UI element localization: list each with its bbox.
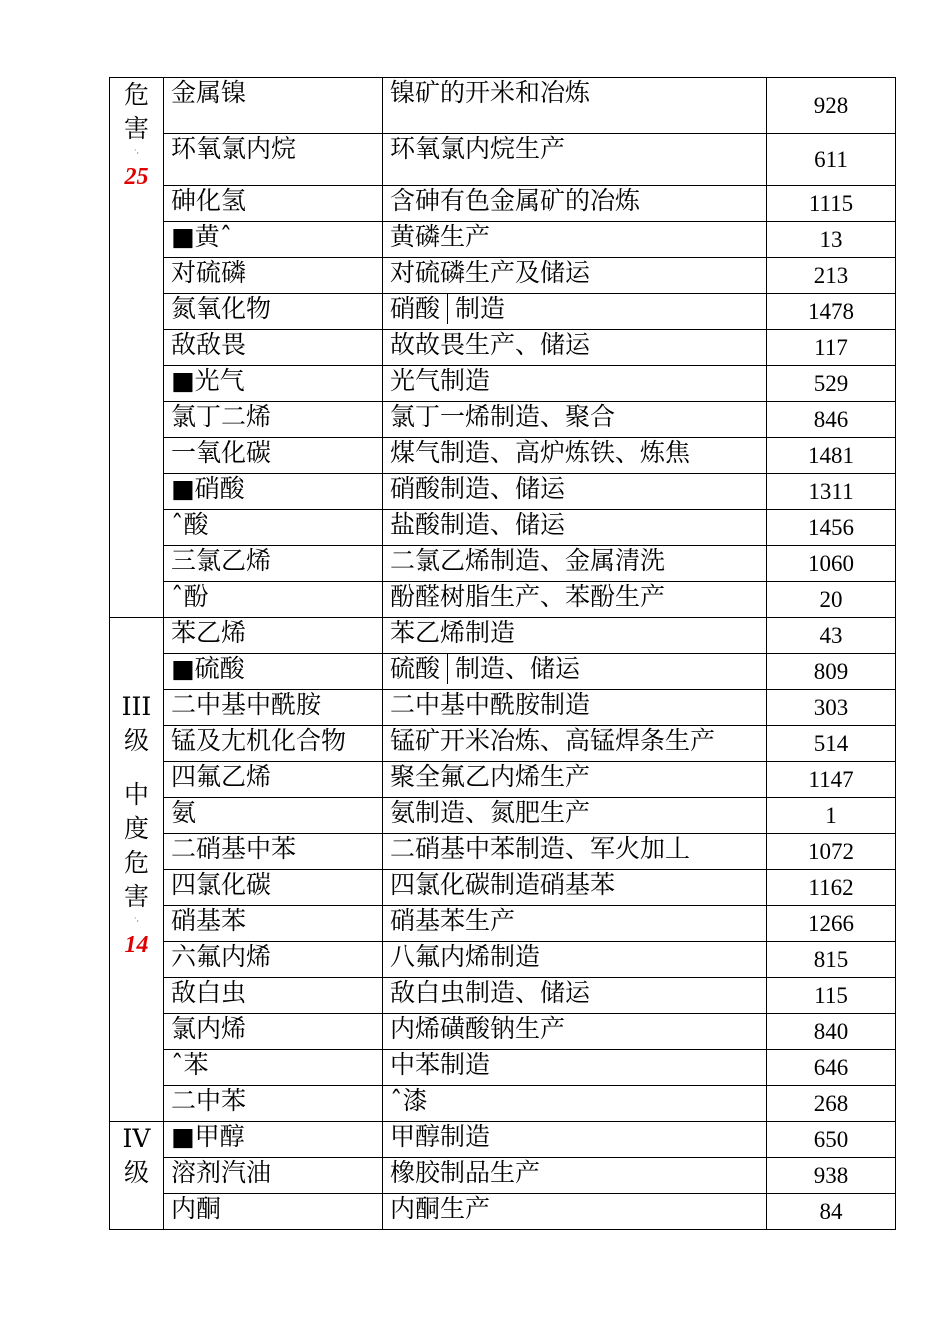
substance-name: 环氧氯内烷 bbox=[164, 134, 383, 186]
un-number: 840 bbox=[767, 1014, 896, 1050]
table-row bbox=[110, 134, 896, 186]
un-number: 1456 bbox=[767, 510, 896, 546]
substance-name: 四氟乙烯 bbox=[164, 762, 383, 798]
table-row bbox=[110, 402, 896, 438]
table-row bbox=[110, 762, 896, 798]
industry-use: 对硫磷生产及储运 bbox=[383, 258, 767, 294]
industry-use bbox=[383, 654, 767, 690]
industry-use: 甲醇制造 bbox=[383, 1122, 767, 1158]
un-number: 1266 bbox=[767, 906, 896, 942]
substance-name: 二中基中酰胺 bbox=[164, 690, 383, 726]
substance-name: 苯乙烯 bbox=[164, 618, 383, 654]
un-number: 809 bbox=[767, 654, 896, 690]
table-row bbox=[110, 510, 896, 546]
level-label: 害 bbox=[123, 882, 149, 911]
footnote-mark: ·, bbox=[133, 914, 140, 923]
table-row bbox=[110, 474, 896, 510]
un-number: 117 bbox=[767, 330, 896, 366]
industry-use: 黄磷生产 bbox=[383, 222, 767, 258]
table-row bbox=[110, 258, 896, 294]
table-row bbox=[110, 546, 896, 582]
industry-use: 氨制造、氮肥生产 bbox=[383, 798, 767, 834]
table-row bbox=[110, 330, 896, 366]
un-number: 213 bbox=[767, 258, 896, 294]
table-row bbox=[110, 834, 896, 870]
industry-use: 内酮生产 bbox=[383, 1194, 767, 1230]
industry-use-part: 制造、储运 bbox=[455, 654, 581, 683]
level-label: 危 bbox=[123, 848, 149, 877]
table-row bbox=[110, 798, 896, 834]
substance-name: 溶剂汽油 bbox=[164, 1158, 383, 1194]
table-row bbox=[110, 438, 896, 474]
un-number: 529 bbox=[767, 366, 896, 402]
substance-name: 三氯乙烯 bbox=[164, 546, 383, 582]
level-label: III bbox=[121, 692, 152, 721]
level-label: 级 bbox=[123, 726, 149, 755]
level-label: 害 bbox=[123, 114, 149, 143]
substance-name: ˆ酸 bbox=[164, 510, 383, 546]
industry-use: 硝基苯生产 bbox=[383, 906, 767, 942]
table-row bbox=[110, 1158, 896, 1194]
substance-name: ˆ酚 bbox=[164, 582, 383, 618]
industry-use-part: 硝酸 bbox=[390, 294, 448, 324]
industry-use: 橡胶制品生产 bbox=[383, 1158, 767, 1194]
industry-use: 敌白虫制造、储运 bbox=[383, 978, 767, 1014]
industry-use: ˆ漆 bbox=[383, 1086, 767, 1122]
industry-use bbox=[383, 294, 767, 330]
un-number: 84 bbox=[767, 1194, 896, 1230]
industry-use: 二硝基中苯制造、军火加丄 bbox=[383, 834, 767, 870]
substance-name: ˆ苯 bbox=[164, 1050, 383, 1086]
substance-name: 氮氧化物 bbox=[164, 294, 383, 330]
substance-name: 六氟内烯 bbox=[164, 942, 383, 978]
industry-use: 二氯乙烯制造、金属清洗 bbox=[383, 546, 767, 582]
hazard-table bbox=[109, 77, 896, 1230]
industry-use: 锰矿开米冶炼、高锰焊条生产 bbox=[383, 726, 767, 762]
substance-count: 25 bbox=[124, 164, 149, 190]
substance-name: ■光气 bbox=[164, 366, 383, 402]
table-row bbox=[110, 1194, 896, 1230]
industry-use: 光气制造 bbox=[383, 366, 767, 402]
substance-name: ■硫酸 bbox=[164, 654, 383, 690]
hazard-level-cell bbox=[110, 618, 164, 1122]
substance-name: 二硝基中苯 bbox=[164, 834, 383, 870]
substance-name: 四氯化碳 bbox=[164, 870, 383, 906]
level-label: 危 bbox=[123, 80, 149, 109]
substance-name: 锰及尢机化合物 bbox=[164, 726, 383, 762]
un-number: 1147 bbox=[767, 762, 896, 798]
un-number: 928 bbox=[767, 78, 896, 134]
industry-use: 酚醛树脂生产、苯酚生产 bbox=[383, 582, 767, 618]
level-label: 中 bbox=[123, 780, 149, 809]
table-row bbox=[110, 942, 896, 978]
industry-use-part: 制造 bbox=[455, 294, 506, 323]
un-number: 1162 bbox=[767, 870, 896, 906]
industry-use: 八氟内烯制造 bbox=[383, 942, 767, 978]
industry-use: 故故畏生产、储运 bbox=[383, 330, 767, 366]
level-label: 级 bbox=[123, 1158, 149, 1187]
substance-count: 14 bbox=[124, 932, 149, 958]
un-number: 1481 bbox=[767, 438, 896, 474]
un-number: 650 bbox=[767, 1122, 896, 1158]
substance-name: 敌白虫 bbox=[164, 978, 383, 1014]
table-row bbox=[110, 1122, 896, 1158]
table-row bbox=[110, 618, 896, 654]
table-row bbox=[110, 294, 896, 330]
industry-use-part: 硫酸 bbox=[390, 654, 448, 684]
un-number: 1311 bbox=[767, 474, 896, 510]
un-number: 611 bbox=[767, 134, 896, 186]
substance-name: 氯内烯 bbox=[164, 1014, 383, 1050]
level-label: IV bbox=[122, 1124, 151, 1153]
hazard-level-cell bbox=[110, 1122, 164, 1230]
industry-use: 含砷有色金属矿的冶炼 bbox=[383, 186, 767, 222]
un-number: 13 bbox=[767, 222, 896, 258]
industry-use: 中苯制造 bbox=[383, 1050, 767, 1086]
un-number: 815 bbox=[767, 942, 896, 978]
un-number: 1115 bbox=[767, 186, 896, 222]
table-row bbox=[110, 654, 896, 690]
un-number: 43 bbox=[767, 618, 896, 654]
industry-use: 苯乙烯制造 bbox=[383, 618, 767, 654]
un-number: 514 bbox=[767, 726, 896, 762]
substance-name: 砷化氢 bbox=[164, 186, 383, 222]
substance-name: 对硫磷 bbox=[164, 258, 383, 294]
industry-use: 煤气制造、高炉炼铁、炼焦 bbox=[383, 438, 767, 474]
un-number: 646 bbox=[767, 1050, 896, 1086]
substance-name: ■黄ˆ bbox=[164, 222, 383, 258]
substance-name: 二中苯 bbox=[164, 1086, 383, 1122]
industry-use: 镍矿的开米和冶炼 bbox=[383, 78, 767, 134]
table-row bbox=[110, 1050, 896, 1086]
table-row bbox=[110, 78, 896, 134]
table-row bbox=[110, 222, 896, 258]
un-number: 20 bbox=[767, 582, 896, 618]
table-row bbox=[110, 1086, 896, 1122]
industry-use: 四氯化碳制造硝基苯 bbox=[383, 870, 767, 906]
un-number: 268 bbox=[767, 1086, 896, 1122]
substance-name: ■硝酸 bbox=[164, 474, 383, 510]
footnote-mark: ·, bbox=[133, 146, 140, 155]
table-row bbox=[110, 1014, 896, 1050]
table-row bbox=[110, 978, 896, 1014]
un-number: 1 bbox=[767, 798, 896, 834]
table-row bbox=[110, 690, 896, 726]
table-row bbox=[110, 582, 896, 618]
industry-use: 氯丁一烯制造、聚合 bbox=[383, 402, 767, 438]
un-number: 303 bbox=[767, 690, 896, 726]
industry-use: 盐酸制造、储运 bbox=[383, 510, 767, 546]
table-row bbox=[110, 870, 896, 906]
substance-name: 敌敌畏 bbox=[164, 330, 383, 366]
un-number: 1072 bbox=[767, 834, 896, 870]
industry-use: 聚全氟乙内烯生产 bbox=[383, 762, 767, 798]
un-number: 938 bbox=[767, 1158, 896, 1194]
substance-name: 硝基苯 bbox=[164, 906, 383, 942]
table-row bbox=[110, 906, 896, 942]
un-number: 846 bbox=[767, 402, 896, 438]
un-number: 1060 bbox=[767, 546, 896, 582]
industry-use: 硝酸制造、储运 bbox=[383, 474, 767, 510]
table-row bbox=[110, 366, 896, 402]
substance-name: 金属镍 bbox=[164, 78, 383, 134]
industry-use: 环氧氯内烷生产 bbox=[383, 134, 767, 186]
table-row bbox=[110, 726, 896, 762]
un-number: 115 bbox=[767, 978, 896, 1014]
industry-use: 内烯磺酸钠生产 bbox=[383, 1014, 767, 1050]
hazard-level-cell bbox=[110, 78, 164, 618]
substance-name: 内酮 bbox=[164, 1194, 383, 1230]
industry-use: 二中基中酰胺制造 bbox=[383, 690, 767, 726]
level-label: 度 bbox=[123, 814, 149, 843]
substance-name: 氯丁二烯 bbox=[164, 402, 383, 438]
substance-name: 一氧化碳 bbox=[164, 438, 383, 474]
un-number: 1478 bbox=[767, 294, 896, 330]
table-row bbox=[110, 186, 896, 222]
substance-name: ■甲醇 bbox=[164, 1122, 383, 1158]
substance-name: 氨 bbox=[164, 798, 383, 834]
